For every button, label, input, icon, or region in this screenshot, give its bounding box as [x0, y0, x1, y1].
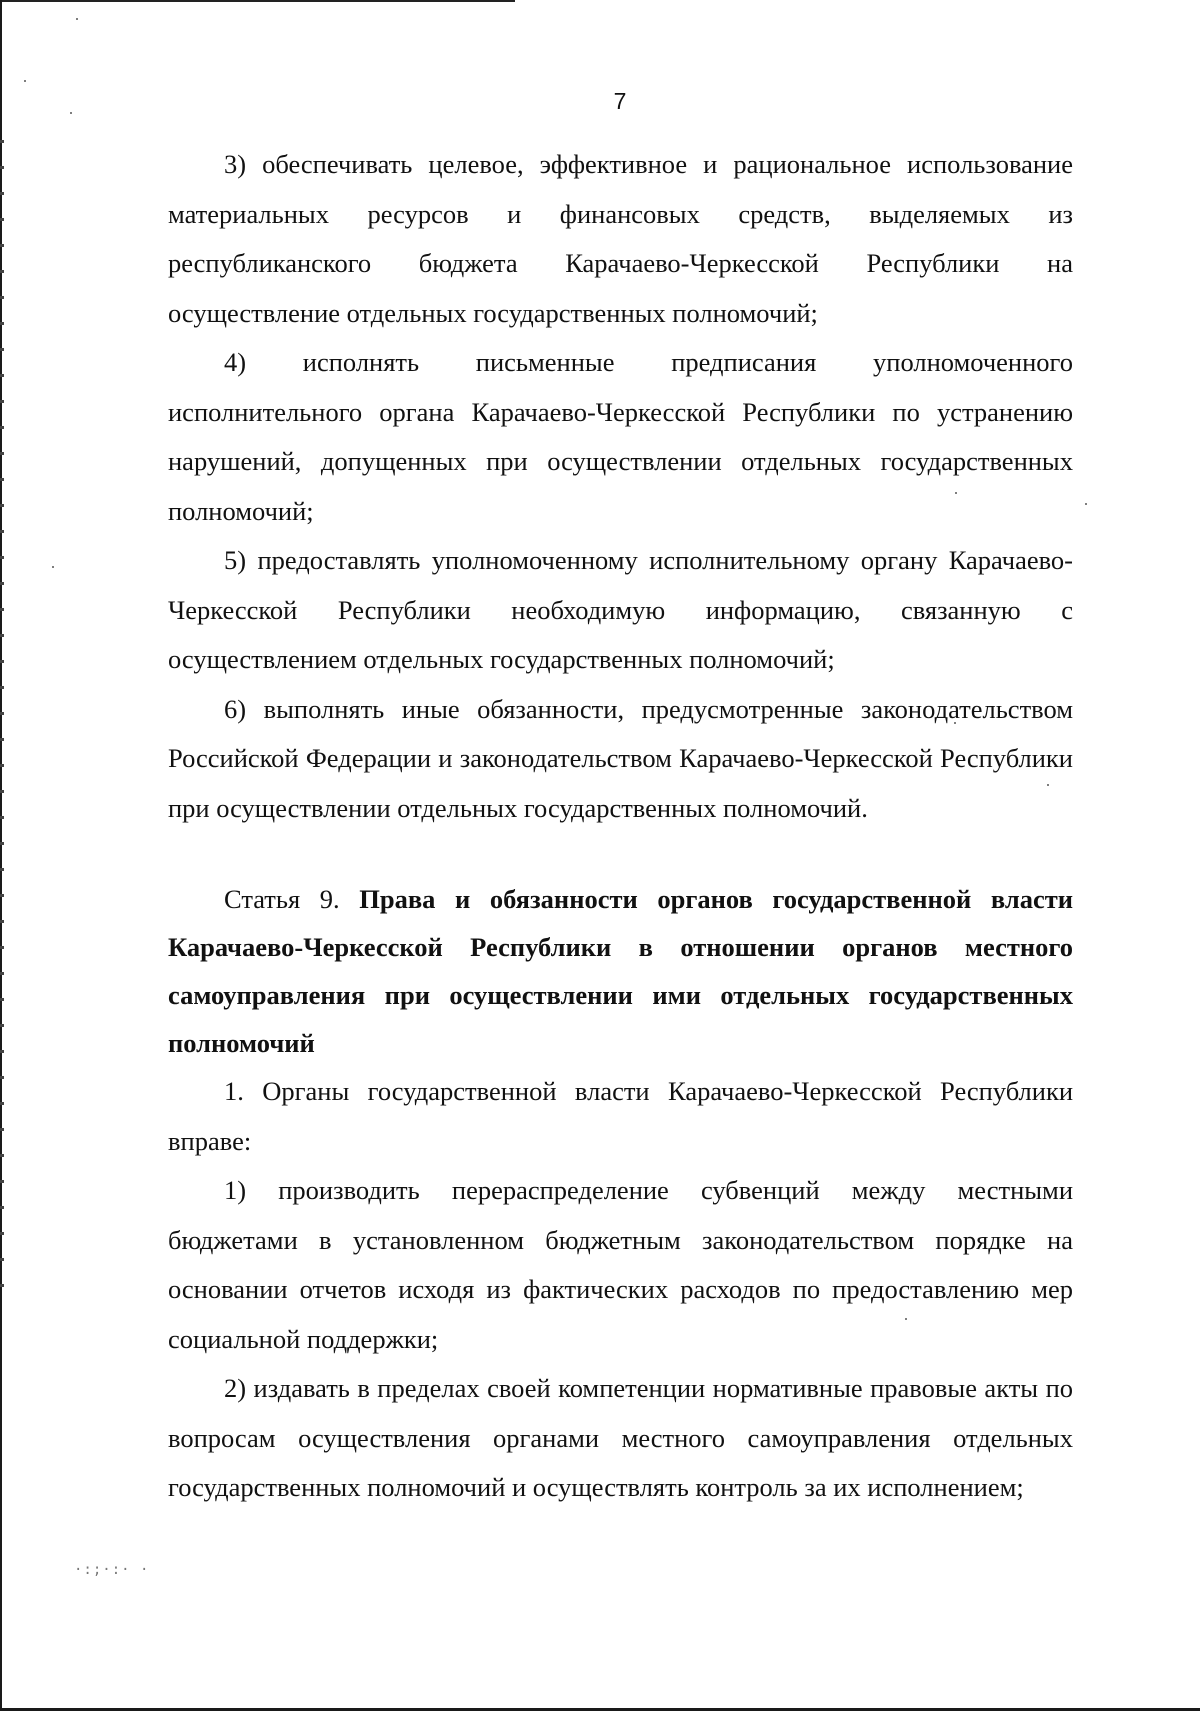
- page-number: 7: [613, 88, 627, 114]
- paragraph: 4) исполнять письменные предписания уполномоченного исполнительного органа Карачаево-Черкесской Республики по устранению нарушений, допущенных при осуществлении отдельных государственных полномочий;: [168, 347, 1073, 526]
- scan-speck: [76, 18, 78, 20]
- scan-smudge: ·:;·:· ·: [74, 1562, 150, 1578]
- scan-speck: [1085, 503, 1087, 505]
- article-title: Права и обязанности органов государственной власти Карачаево-Черкесской Республики в отношении органов местного самоуправления при осуществлении ими отдельных государственных полномочий: [168, 884, 1074, 1058]
- paragraph: 1) производить перераспределение субвенций между местными бюджетами в установленном бюджетным законодательством порядке на основании отчетов исходя из фактических расходов по предоставлению мер социальной поддержки;: [168, 1175, 1073, 1354]
- paragraph: 5) предоставлять уполномоченному исполнительному органу Карачаево-Черкесской Республики необходимую информацию, связанную с осуществлением отдельных государственных полномочий;: [168, 545, 1073, 674]
- article-heading: [168, 875, 1073, 1067]
- paragraph: 2) издавать в пределах своей компетенции нормативные правовые акты по вопросам осуществления органами местного самоуправления отдельных государственных полномочий и осуществлять контроль за их исполнением;: [168, 1373, 1073, 1502]
- scan-speck: [52, 566, 54, 568]
- scan-edge-marks: [0, 140, 4, 1290]
- paragraph: 1. Органы государственной власти Карачаево-Черкесской Республики вправе:: [168, 1076, 1073, 1156]
- paragraph: 3) обеспечивать целевое, эффективное и рациональное использование материальных ресурсов и финансовых средств, выделяемых из республиканского бюджета Карачаево-Черкесской Республики на осуществление отдельных государственных полномочий;: [168, 149, 1073, 328]
- scan-edge-top: [0, 0, 515, 2]
- document-body: [168, 140, 1073, 1513]
- paragraph: 6) выполнять иные обязанности, предусмотренные законодательством Российской Федерации и законодательством Карачаево-Черкесской Республики при осуществлении отдельных государственных полномочий.: [168, 693, 1073, 823]
- scan-speck: [24, 80, 26, 82]
- article-label: Статья 9.: [224, 884, 340, 914]
